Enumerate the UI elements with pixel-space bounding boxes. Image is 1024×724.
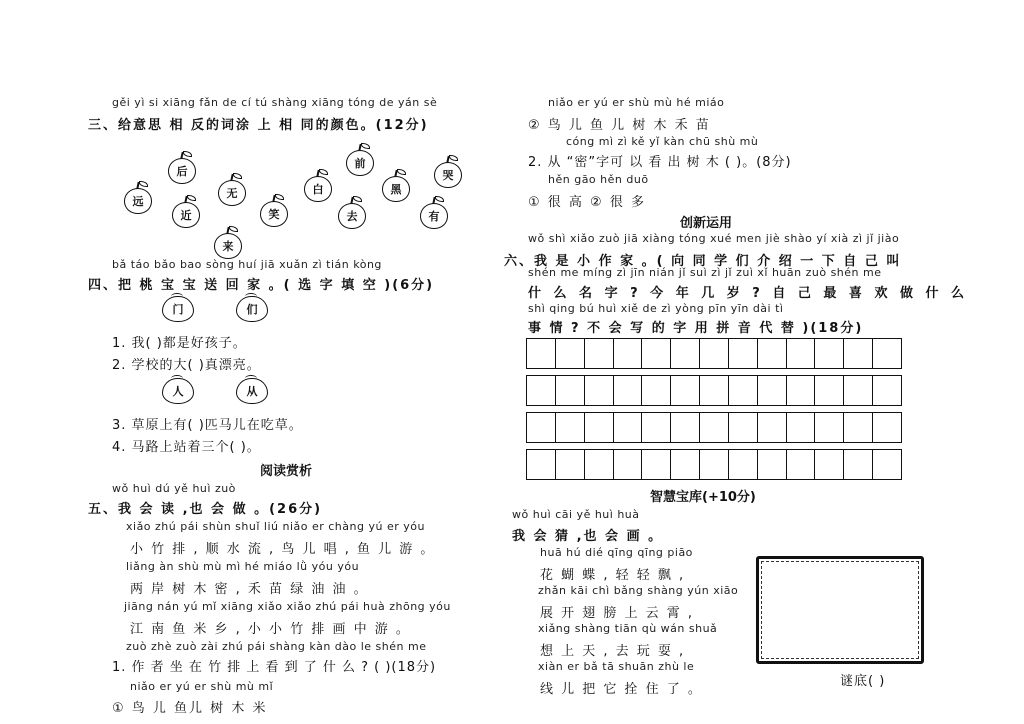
riddle-pinyin: wǒ huì cāi yě huì huà <box>512 508 640 521</box>
peach-char[interactable]: 们 <box>236 296 268 322</box>
section4-pinyin: bǎ táo bǎo bao sòng huí jiā xuǎn zì tián kòng <box>112 258 382 271</box>
riddle-title: 我 会 猜 ,也 会 画 。 <box>512 529 664 544</box>
section5-title: 五、我 会 读 ,也 会 做 。(26分) <box>88 502 323 517</box>
section6-pinyin: shén me míng zì jīn nián jǐ suì zì jǐ zuì xǐ huān zuò shén me <box>528 266 882 279</box>
riddle-pinyin: huā hú dié qīng qīng piāo <box>540 546 693 559</box>
riddle-line: 展 开 翅 膀 上 云 霄 , <box>540 606 695 621</box>
option-pinyin: niǎo er yú er shù mù mǐ <box>130 680 274 693</box>
peach-char[interactable]: 从 <box>236 378 268 404</box>
section6-title: 六、我 是 小 作 家 。( 向 同 学 们 介 绍 一 下 自 己 叫 <box>504 254 902 269</box>
option-2: ② 鸟 儿 鱼 儿 树 木 禾 苗 <box>528 118 711 133</box>
section5-pinyin: wǒ huì dú yě huì zuò <box>112 482 236 495</box>
apple-word[interactable]: 前 <box>346 150 374 176</box>
question-1: 1. 我( )都是好孩子。 <box>112 336 247 351</box>
option-1: ① 鸟 儿 鱼儿 树 木 米 <box>112 701 268 716</box>
section3-title: 三、给意思 相 反的词涂 上 相 同的颜色。(12分) <box>88 118 429 133</box>
apple-word[interactable]: 有 <box>420 203 448 229</box>
writing-grid[interactable] <box>526 338 902 486</box>
writing-row[interactable] <box>526 449 902 480</box>
apple-word[interactable]: 远 <box>124 188 152 214</box>
question-2: 2. 学校的大( )真漂亮。 <box>112 358 261 373</box>
question-2-right: 2. 从 “密”字可 以 看 出 树 木 ( )。(8分) <box>528 155 792 170</box>
riddle-pinyin: xiàn er bǎ tā shuān zhù le <box>538 660 695 673</box>
riddle-pinyin: xiǎng shàng tiān qù wán shuǎ <box>538 622 718 635</box>
apple-word[interactable]: 后 <box>168 158 196 184</box>
question-5-1: 1. 作 者 坐 在 竹 排 上 看 到 了 什 么 ? ( )(18分) <box>112 660 437 675</box>
writing-row[interactable] <box>526 375 902 406</box>
innovation-header: 创新运用 <box>680 216 733 231</box>
section6-pinyin: shì qing bú huì xiě de zì yòng pīn yīn dài tì <box>528 302 784 315</box>
riddle-line: 花 蝴 蝶 , 轻 轻 飘 , <box>540 568 686 583</box>
question-3: 3. 草原上有( )匹马儿在吃草。 <box>112 418 303 433</box>
question-4: 4. 马路上站着三个( )。 <box>112 440 261 455</box>
option-pinyin: niǎo er yú er shù mù hé miáo <box>548 96 725 109</box>
writing-row[interactable] <box>526 412 902 443</box>
poem-pinyin: liǎng àn shù mù mì hé miáo lǜ yóu yóu <box>126 560 360 573</box>
section6-pinyin: wǒ shì xiǎo zuò jiā xiàng tóng xué men jiè shào yí xià zì jǐ jiào <box>528 232 900 245</box>
riddle-line: 线 儿 把 它 拴 住 了 。 <box>540 682 703 697</box>
section3-pinyin: gěi yì si xiāng fǎn de cí tú shàng xiāng tóng de yán sè <box>112 96 438 109</box>
poem-pinyin: jiāng nán yú mǐ xiāng xiǎo xiǎo zhú pái huà zhōng yóu <box>124 600 451 613</box>
apple-word[interactable]: 近 <box>172 202 200 228</box>
riddle-line: 想 上 天 , 去 玩 耍 , <box>540 644 686 659</box>
apple-word[interactable]: 笑 <box>260 201 288 227</box>
section6-line: 事 情 ? 不 会 写 的 字 用 拼 音 代 替 )(18分) <box>528 321 864 336</box>
section6-line: 什 么 名 字 ? 今 年 几 岁 ? 自 己 最 喜 欢 做 什 么 <box>528 286 969 301</box>
peach-char[interactable]: 人 <box>162 378 194 404</box>
writing-row[interactable] <box>526 338 902 369</box>
question-pinyin: zuò zhè zuò zài zhú pái shàng kàn dào le shén me <box>126 640 427 653</box>
apple-word[interactable]: 去 <box>338 203 366 229</box>
poem-line: 江 南 鱼 米 乡 , 小 小 竹 排 画 中 游 。 <box>130 622 411 637</box>
question-2-pinyin: cóng mì zì kě yǐ kàn chū shù mù <box>566 135 759 148</box>
poem-pinyin: xiǎo zhú pái shùn shuǐ liú niǎo er chàng yú er yóu <box>126 520 425 533</box>
apple-word[interactable]: 无 <box>218 180 246 206</box>
apple-word[interactable]: 黑 <box>382 176 410 202</box>
poem-line: 小 竹 排 , 顺 水 流 , 鸟 儿 唱 , 鱼 儿 游 。 <box>130 542 436 557</box>
question-2-options-pinyin: hěn gāo hěn duō <box>548 173 649 186</box>
riddle-answer[interactable]: 谜底( ) <box>840 674 886 689</box>
riddle-pinyin: zhǎn kāi chì bǎng shàng yún xiāo <box>538 584 739 597</box>
poem-line: 两 岸 树 木 密 , 禾 苗 绿 油 油 。 <box>130 582 369 597</box>
reading-header: 阅读赏析 <box>260 464 313 479</box>
apple-word[interactable]: 哭 <box>434 162 462 188</box>
question-2-options: ① 很 高 ② 很 多 <box>528 195 646 210</box>
apple-word[interactable]: 来 <box>214 233 242 259</box>
drawing-box[interactable] <box>756 556 924 664</box>
bonus-header: 智慧宝库(+10分) <box>650 490 756 505</box>
peach-char[interactable]: 门 <box>162 296 194 322</box>
section4-title: 四、把 桃 宝 宝 送 回 家 。( 选 字 填 空 )(6分) <box>88 278 435 293</box>
apple-word[interactable]: 白 <box>304 176 332 202</box>
